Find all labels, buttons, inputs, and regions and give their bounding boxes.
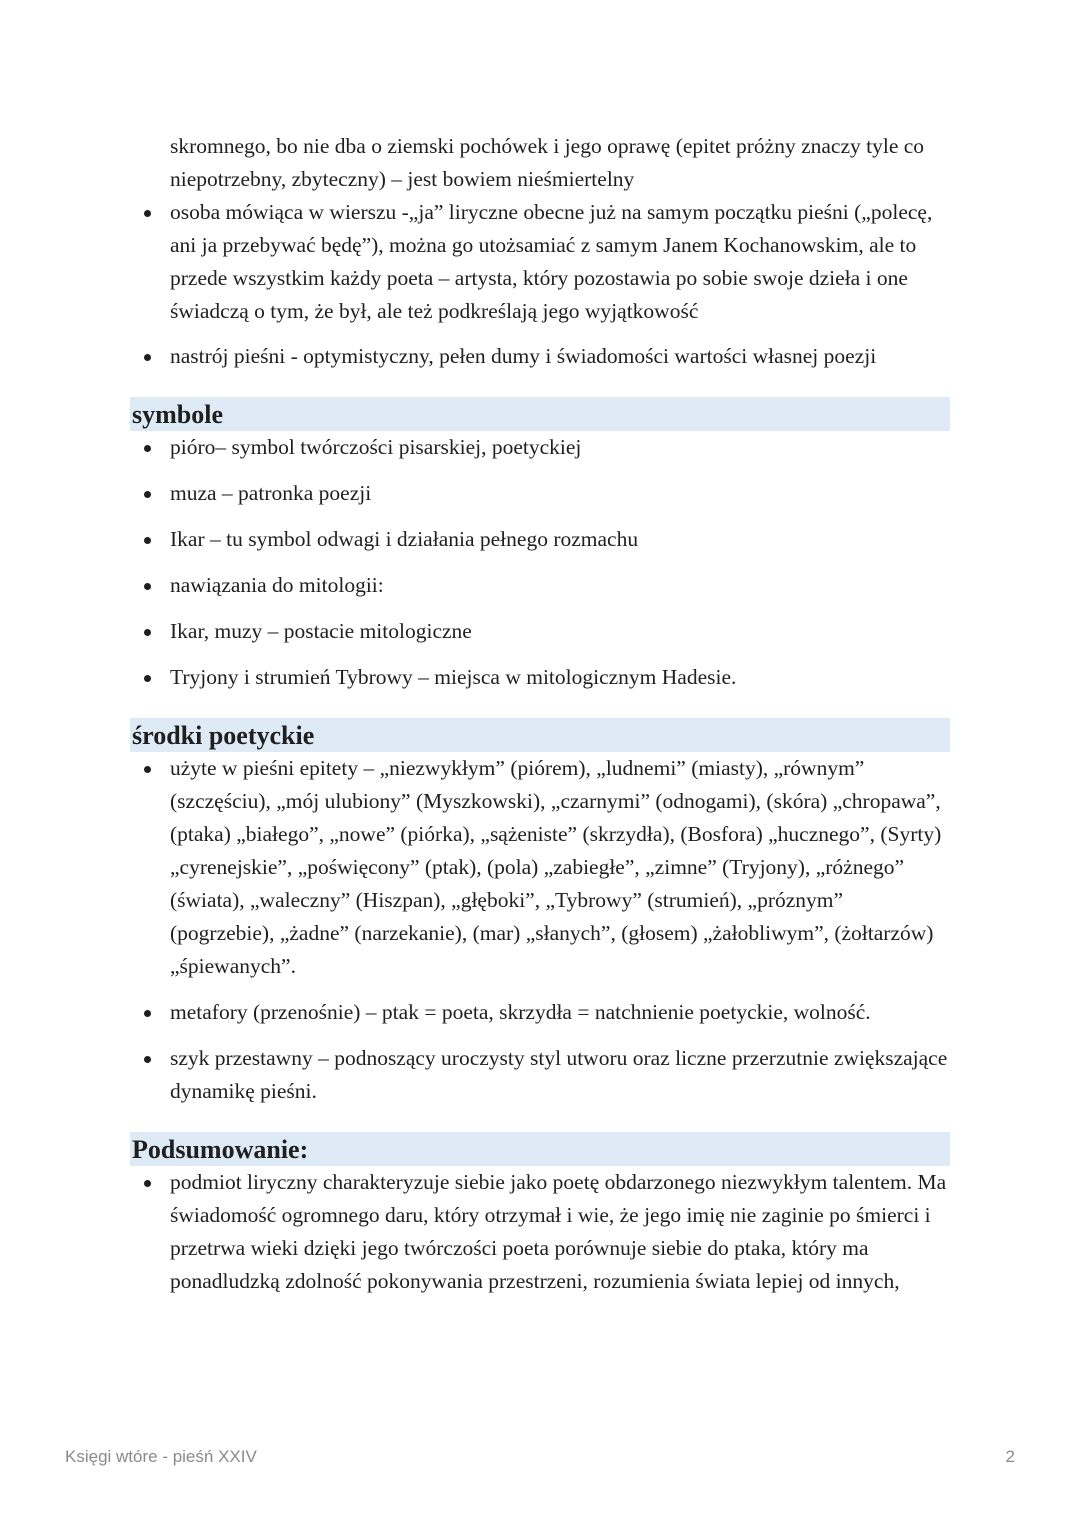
bullet-text: Ikar, muzy – postacie mitologiczne (170, 619, 472, 643)
bullet-item (130, 1042, 950, 1108)
bullet-text: nastrój pieśni - optymistyczny, pełen dumy i świadomości wartości własnej poezji (170, 344, 877, 368)
bullet-text: metafory (przenośnie) – ptak = poeta, skrzydła = natchnienie poetyckie, wolność. (170, 1000, 871, 1024)
bullet-item (130, 752, 950, 983)
page-footer (65, 1447, 1015, 1471)
podsumowanie-bullet-list (130, 1166, 950, 1298)
bullet-icon (144, 629, 151, 636)
bullet-icon (144, 354, 151, 361)
bullet-item (130, 431, 950, 464)
continued-paragraph: skromnego, bo nie dba o ziemski pochówek i jego oprawę (epitet próżny znaczy tyle co niepotrzebny, zbyteczny) – jest bowiem nieśmiertelny (170, 134, 925, 191)
srodki-poetyckie-bullet-list (130, 752, 950, 1108)
footer-title: Księgi wtóre - pieśń XXIV (65, 1447, 257, 1466)
bullet-text: pióro– symbol twórczości pisarskiej, poetyckiej (170, 435, 582, 459)
bullet-item (130, 996, 950, 1029)
bullet-text: szyk przestawny – podnoszący uroczysty styl utworu oraz liczne przerzutnie zwiększające dynamikę pieśni. (170, 1046, 948, 1103)
bullet-icon (144, 1056, 151, 1063)
bullet-icon (144, 583, 151, 590)
bullet-text: nawiązania do mitologii: (170, 573, 384, 597)
bullet-item (130, 340, 950, 373)
bullet-text: muza – patronka poezji (170, 481, 372, 505)
bullet-item (130, 661, 950, 694)
intro-bullet-list (130, 196, 950, 373)
bullet-item (130, 477, 950, 510)
symbole-bullet-list (130, 431, 950, 694)
bullet-icon (144, 766, 151, 773)
bullet-text: podmiot liryczny charakteryzuje siebie jako poetę obdarzonego niezwykłym talentem. Ma świadomość ogromnego daru, który otrzymał i wie, że jego imię nie zaginie po śmierci i przetrwa wieki dzięki jego twórczości poeta porównuje siebie do ptaka, który ma ponadludzką zdolność pokonywania przestrzeni, rozumienia świata lepiej od innych, (170, 1170, 947, 1293)
bullet-item (130, 615, 950, 648)
bullet-text: osoba mówiąca w wierszu -„ja” liryczne obecne już na samym początku pieśni („polecę, ani ja przebywać będę”), można go utożsamiać z samym Janem Kochanowskim, ale to przede wszystkim każdy poeta – artysta, który pozostawia po sobie swoje dzieła i one świadczą o tym, że był, ale też podkreślają jego wyjątkowość (170, 200, 933, 323)
page-content (130, 130, 950, 1298)
bullet-icon (144, 1010, 151, 1017)
bullet-item (130, 1166, 950, 1298)
bullet-item (130, 523, 950, 556)
section-heading-symbole: symbole (130, 397, 950, 431)
bullet-icon (144, 210, 151, 217)
bullet-icon (144, 675, 151, 682)
bullet-icon (144, 1180, 151, 1187)
page-number: 2 (1005, 1447, 1015, 1466)
bullet-icon (144, 445, 151, 452)
bullet-item (130, 196, 950, 328)
bullet-text: Tryjony i strumień Tybrowy – miejsca w mitologicznym Hadesie. (170, 665, 737, 689)
bullet-text: Ikar – tu symbol odwagi i działania pełnego rozmachu (170, 527, 639, 551)
bullet-text: użyte w pieśni epitety – „niezwykłym” (piórem), „ludnemi” (miasty), „równym” (szczęściu), „mój ulubiony” (Myszkowski), „czarnymi” (odnogami), (skóra) „chropawa”, (ptaka) „białego”, „nowe” (piórka), „sążeniste” (skrzydła), (Bosfora) „hucznego”, (Syrty) „cyrenejskie”, „poświęcony” (ptak), (pola) „zabiegłe”, „zimne” (Tryjony), „różnego” (świata), „waleczny” (Hiszpan), „głęboki”, „Tybrowy” (strumień), „próznym” (pogrzebie), „żadne” (narzekanie), (mar) „słanych”, (głosem) „żałobliwym”, (żołtarzów) „śpiewanych”. (170, 756, 942, 978)
section-heading-srodki-poetyckie: środki poetyckie (130, 718, 950, 752)
bullet-item (130, 569, 950, 602)
section-heading-podsumowanie: Podsumowanie: (130, 1132, 950, 1166)
bullet-icon (144, 491, 151, 498)
bullet-icon (144, 537, 151, 544)
